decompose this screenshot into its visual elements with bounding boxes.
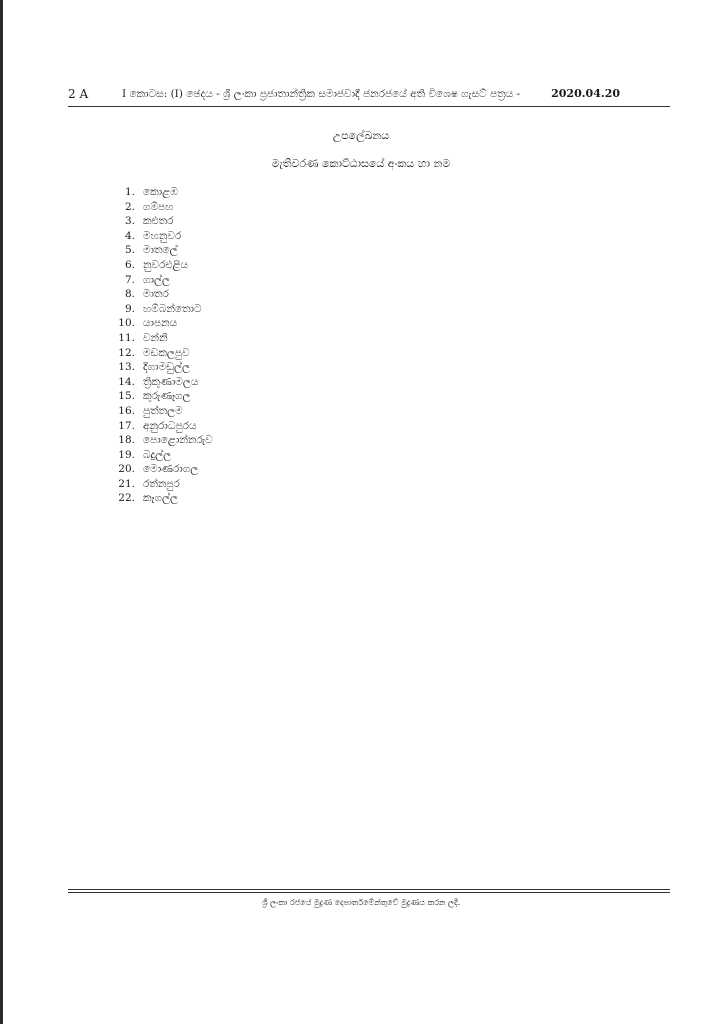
district-number: 15. bbox=[118, 390, 135, 403]
list-item bbox=[108, 185, 213, 200]
district-name: හම්බන්තොට bbox=[143, 302, 202, 315]
district-name: මාතලේ bbox=[143, 244, 178, 257]
list-item bbox=[108, 229, 213, 244]
district-name: පුත්තලම bbox=[143, 404, 183, 417]
district-name: ගම්පහ bbox=[143, 200, 174, 213]
list-item bbox=[108, 243, 213, 258]
list-item bbox=[108, 273, 213, 288]
list-item bbox=[108, 448, 213, 463]
list-item bbox=[108, 302, 213, 317]
list-item bbox=[108, 346, 213, 361]
district-number: 4. bbox=[124, 229, 135, 242]
district-name: මඩකලපුව bbox=[143, 346, 190, 359]
footer-divider-top bbox=[68, 889, 670, 890]
district-name: වන්නි bbox=[143, 331, 168, 344]
district-name: දිගාමඩුල්ල bbox=[143, 361, 190, 374]
district-name: මහනුවර bbox=[143, 229, 182, 242]
list-item bbox=[108, 491, 213, 506]
list-item bbox=[108, 462, 213, 477]
district-name: මාතර bbox=[143, 288, 169, 301]
list-item bbox=[108, 258, 213, 273]
district-number: 11. bbox=[118, 331, 135, 344]
district-name: බදුල්ල bbox=[143, 448, 172, 461]
district-name: කළුතර bbox=[143, 215, 174, 228]
district-number: 19. bbox=[118, 448, 135, 461]
list-item bbox=[108, 360, 213, 375]
header-divider bbox=[68, 106, 670, 107]
district-name: නුවරඑළිය bbox=[143, 258, 189, 271]
list-item bbox=[108, 316, 213, 331]
district-number: 22. bbox=[118, 492, 135, 505]
district-name: කෑගල්ල bbox=[143, 492, 178, 505]
district-number: 12. bbox=[118, 346, 135, 359]
gazette-title: I කොටස: (I) ඡෙදය - ශ්‍රී ලංකා ප්‍රජාතාන්ත්‍රික සමාජවාදී ජනරජයේ අති විශෙෂ ගැසට් පත්‍රය - bbox=[122, 88, 521, 100]
page-number: 2 A bbox=[68, 87, 89, 101]
district-number: 20. bbox=[118, 463, 135, 476]
district-number: 8. bbox=[124, 288, 135, 301]
list-item bbox=[108, 404, 213, 419]
district-name: මොණරාගල bbox=[143, 463, 199, 476]
district-name: කුරුණෑගල bbox=[143, 390, 191, 403]
list-item bbox=[108, 389, 213, 404]
list-item bbox=[108, 200, 213, 215]
district-name: යාපනය bbox=[143, 317, 178, 330]
district-number: 13. bbox=[118, 361, 135, 374]
district-number: 16. bbox=[118, 404, 135, 417]
district-name: කොළඹ bbox=[143, 186, 178, 198]
district-number: 9. bbox=[124, 302, 135, 315]
district-name: ත්‍රිකුණාමලය bbox=[143, 375, 199, 388]
district-name: පොළොන්නරුව bbox=[143, 434, 213, 447]
district-number: 18. bbox=[118, 434, 135, 447]
list-item bbox=[108, 477, 213, 492]
district-number: 21. bbox=[118, 477, 135, 490]
schedule-subheading: මැතිවරණ කොට්ඨාසයේ අංකය හා නම bbox=[271, 157, 451, 170]
district-number: 3. bbox=[124, 215, 135, 228]
gazette-date: 2020.04.20 bbox=[551, 87, 620, 100]
list-item bbox=[108, 287, 213, 302]
district-number: 5. bbox=[124, 244, 135, 257]
district-list bbox=[108, 185, 213, 506]
footer-divider-bottom bbox=[68, 892, 670, 893]
list-item bbox=[108, 433, 213, 448]
district-name: රත්නපුර bbox=[143, 477, 180, 490]
district-name: අනුරාධපුරය bbox=[143, 419, 197, 432]
printer-imprint: ශ්‍රී ලංකා රජයේ මුද්‍රණ දෙපාර්තමේන්තුවේ මුද්‍රණය කරන ලදී. bbox=[261, 898, 461, 907]
district-number: 7. bbox=[124, 273, 135, 286]
district-name: ගාල්ල bbox=[143, 273, 170, 286]
list-item bbox=[108, 375, 213, 390]
page-left-edge bbox=[0, 0, 3, 1024]
list-item bbox=[108, 419, 213, 434]
district-number: 17. bbox=[118, 419, 135, 432]
district-number: 2. bbox=[124, 200, 135, 213]
district-number: 1. bbox=[124, 186, 135, 198]
list-item bbox=[108, 214, 213, 229]
district-number: 10. bbox=[118, 317, 135, 330]
schedule-heading: උපලේඛනය bbox=[332, 129, 390, 142]
page-header bbox=[68, 86, 670, 102]
district-number: 6. bbox=[124, 258, 135, 271]
list-item bbox=[108, 331, 213, 346]
district-number: 14. bbox=[118, 375, 135, 388]
